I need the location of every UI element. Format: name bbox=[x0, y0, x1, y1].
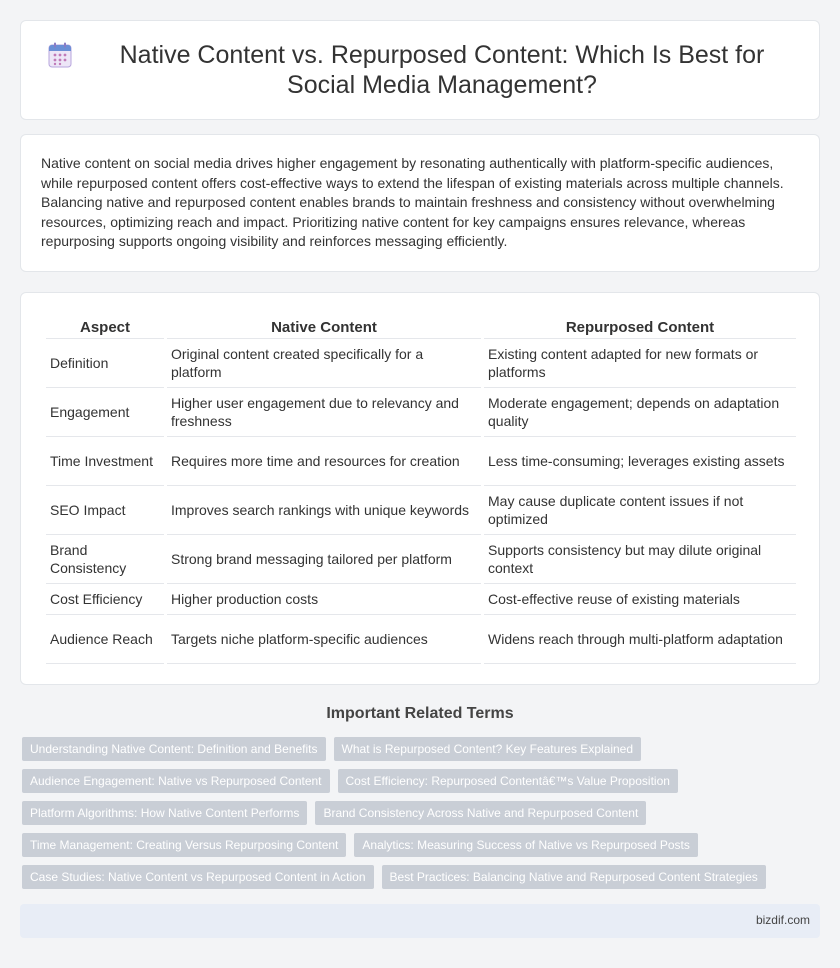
table-row bbox=[46, 615, 796, 664]
site-link[interactable]: bizdif.com bbox=[755, 913, 810, 927]
repurposed-cell: Supports consistency but may dilute original context bbox=[484, 535, 796, 584]
header-aspect: Aspect bbox=[46, 311, 164, 339]
comparison-card bbox=[20, 292, 820, 685]
page-title: Native Content vs. Repurposed Content: Which Is Best for Social Media Management? bbox=[119, 41, 765, 99]
aspect-cell: Engagement bbox=[46, 388, 164, 437]
table-header-row bbox=[46, 311, 796, 339]
related-terms-heading: Important Related Terms bbox=[326, 705, 514, 722]
native-cell: Requires more time and resources for creation bbox=[167, 437, 481, 486]
related-term-link[interactable]: Understanding Native Content: Definition and Benefits bbox=[22, 737, 326, 761]
aspect-cell: Audience Reach bbox=[46, 615, 164, 664]
aspect-cell: Brand Consistency bbox=[46, 535, 164, 584]
calendar-icon bbox=[48, 42, 72, 68]
native-cell: Targets niche platform-specific audiences bbox=[167, 615, 481, 664]
intro-paragraph: Native content on social media drives higher engagement by resonating authentically with platform-specific audiences, while repurposed content offers cost-effective ways to extend the lifespan of existing materials across multiple channels. Balancing native and repurposed content enables brands to maintain freshness and consistency without overwhelming resources, optimizing reach and impact. Prioritizing native content for key campaigns ensures relevance, whereas repurposing supports ongoing visibility and reinforces messaging efficiently. bbox=[41, 155, 784, 249]
table-row bbox=[46, 486, 796, 535]
related-terms-list bbox=[22, 737, 822, 897]
repurposed-cell: Widens reach through multi-platform adaptation bbox=[484, 615, 796, 664]
table-row bbox=[46, 584, 796, 615]
aspect-cell: Definition bbox=[46, 339, 164, 388]
native-cell: Improves search rankings with unique keywords bbox=[167, 486, 481, 535]
header-native-content: Native Content bbox=[167, 311, 481, 339]
aspect-cell: Time Investment bbox=[46, 437, 164, 486]
related-term-link[interactable]: Analytics: Measuring Success of Native vs Repurposed Posts bbox=[354, 833, 697, 857]
table-row bbox=[46, 437, 796, 486]
intro-card bbox=[20, 134, 820, 272]
title-card bbox=[20, 20, 820, 120]
related-term-link[interactable]: Platform Algorithms: How Native Content Performs bbox=[22, 801, 307, 825]
related-term-link[interactable]: Best Practices: Balancing Native and Repurposed Content Strategies bbox=[382, 865, 766, 889]
related-term-link[interactable]: Time Management: Creating Versus Repurposing Content bbox=[22, 833, 346, 857]
table-row bbox=[46, 388, 796, 437]
table-row bbox=[46, 535, 796, 584]
native-cell: Higher production costs bbox=[167, 584, 481, 615]
native-cell: Higher user engagement due to relevancy and freshness bbox=[167, 388, 481, 437]
related-term-link[interactable]: Case Studies: Native Content vs Repurposed Content in Action bbox=[22, 865, 374, 889]
repurposed-cell: Existing content adapted for new formats or platforms bbox=[484, 339, 796, 388]
table-row bbox=[46, 339, 796, 388]
aspect-cell: Cost Efficiency bbox=[46, 584, 164, 615]
native-cell: Original content created specifically for a platform bbox=[167, 339, 481, 388]
footer-bar bbox=[20, 904, 820, 938]
native-cell: Strong brand messaging tailored per platform bbox=[167, 535, 481, 584]
related-term-link[interactable]: Cost Efficiency: Repurposed Contentâ€™s Value Proposition bbox=[338, 769, 678, 793]
header-repurposed-content: Repurposed Content bbox=[484, 311, 796, 339]
related-term-link[interactable]: What is Repurposed Content? Key Features Explained bbox=[334, 737, 642, 761]
repurposed-cell: Less time-consuming; leverages existing assets bbox=[484, 437, 796, 486]
repurposed-cell: May cause duplicate content issues if not optimized bbox=[484, 486, 796, 535]
comparison-table bbox=[43, 311, 799, 664]
related-term-link[interactable]: Brand Consistency Across Native and Repurposed Content bbox=[315, 801, 646, 825]
related-term-link[interactable]: Audience Engagement: Native vs Repurposed Content bbox=[22, 769, 330, 793]
aspect-cell: SEO Impact bbox=[46, 486, 164, 535]
repurposed-cell: Moderate engagement; depends on adaptation quality bbox=[484, 388, 796, 437]
repurposed-cell: Cost-effective reuse of existing materials bbox=[484, 584, 796, 615]
